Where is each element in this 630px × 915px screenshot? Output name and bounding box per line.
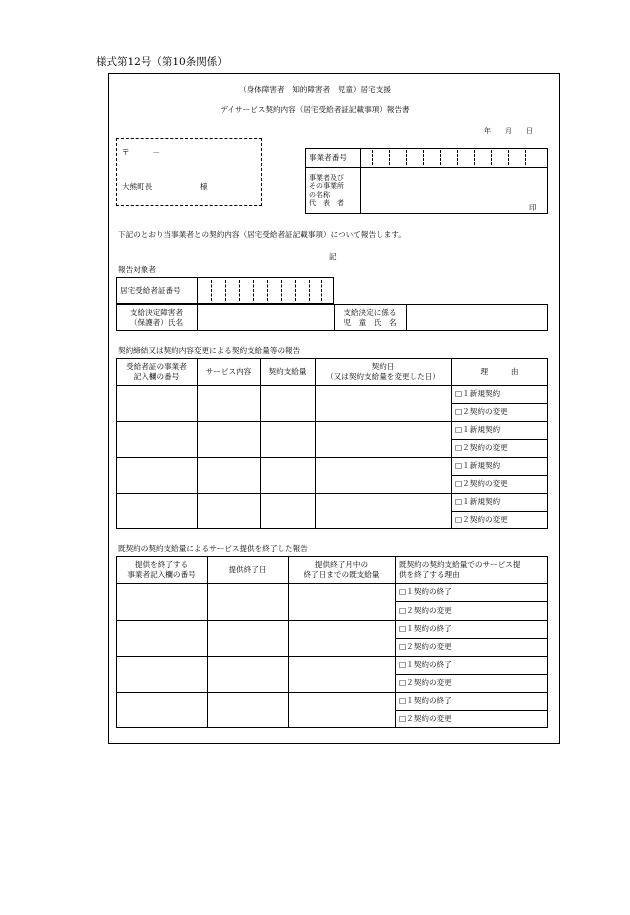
contract-col-service: サービス内容 xyxy=(205,366,252,376)
contract-col-reason: 理 由 xyxy=(480,366,519,376)
termination-reason-change[interactable]: □２契約の変更 xyxy=(399,714,452,724)
contract-col-amount: 契約支給量 xyxy=(268,366,307,376)
termination-section-heading: 既契約の契約支給量によるサービス提供を終了した報告 xyxy=(118,544,308,553)
termination-col-number: 提供を終了する 事業者記入欄の番号 xyxy=(127,560,196,579)
provider-number-digits[interactable] xyxy=(360,148,548,167)
termination-col-end-date: 提供終了日 xyxy=(228,564,267,574)
child-name-field[interactable] xyxy=(406,304,548,331)
guardian-name-label: 支給決定障害者 （保護者）氏名 xyxy=(129,308,184,327)
contract-reason-new[interactable]: □１新規契約 xyxy=(455,461,501,471)
header-line1: （身体障害者 知的障害者 児童）居宅支援 xyxy=(239,85,391,94)
contract-reason-change[interactable]: □２契約の変更 xyxy=(455,407,508,417)
contract-section-heading: 契約締結又は契約内容変更による契約支給量等の報告 xyxy=(118,346,301,355)
termination-reason-change[interactable]: □２契約の変更 xyxy=(399,642,452,652)
termination-reason-end[interactable]: □１契約の終了 xyxy=(399,587,452,597)
guardian-name-field[interactable] xyxy=(197,304,334,331)
cert-number-digits[interactable] xyxy=(197,277,334,304)
termination-reason-change[interactable]: □２契約の変更 xyxy=(399,678,452,688)
recipient-name: 大熊町長 xyxy=(122,182,153,191)
child-name-label: 支給決定に係る 児 童 氏 名 xyxy=(343,308,397,327)
cert-number-label: 居宅受給者証番号 xyxy=(120,285,181,295)
contract-reason-new[interactable]: □１新規契約 xyxy=(455,425,501,435)
termination-reason-end[interactable]: □１契約の終了 xyxy=(399,696,452,706)
intro-text: 下記のとおり当事業者との契約内容（居宅受給者証記載事項）について報告します。 xyxy=(118,230,406,239)
contract-reason-change[interactable]: □２契約の変更 xyxy=(455,443,508,453)
ki-mark: 記 xyxy=(329,252,337,261)
seal-mark: 印 xyxy=(529,203,537,212)
header-title: デイサービス契約内容（居宅受給者証記載事項）報告書 xyxy=(220,105,410,114)
termination-col-reason: 既契約の契約支給量でのサービス提 供を終了する理由 xyxy=(399,560,521,579)
report-date: 年 月 日 xyxy=(484,127,533,135)
termination-reason-end[interactable]: □１契約の終了 xyxy=(399,660,452,670)
postal-mark: 〒 － xyxy=(122,148,160,157)
termination-col-amount: 提供終了月中の 終了日までの既支給量 xyxy=(303,560,380,579)
provider-name-field[interactable] xyxy=(360,167,548,214)
contract-col-date: 契約日 （又は契約支給量を変更した日） xyxy=(326,362,440,381)
form-number: 様式第12号（第10条関係） xyxy=(96,56,228,68)
contract-reason-change[interactable]: □２契約の変更 xyxy=(455,479,508,489)
contract-reason-change[interactable]: □２契約の変更 xyxy=(455,515,508,525)
contract-col-number: 受給者証の事業者 記入欄の番号 xyxy=(126,362,187,381)
recipient-honorific: 様 xyxy=(200,182,208,191)
provider-name-label: 事業者及び その事業所 の名称 代 表 者 xyxy=(309,173,344,207)
termination-reason-end[interactable]: □１契約の終了 xyxy=(399,624,452,634)
provider-number-label: 事業者番号 xyxy=(309,152,347,162)
contract-reason-new[interactable]: □１新規契約 xyxy=(455,389,501,399)
contract-reason-new[interactable]: □１新規契約 xyxy=(455,497,501,507)
report-target-heading: 報告対象者 xyxy=(118,265,156,274)
termination-reason-change[interactable]: □２契約の変更 xyxy=(399,605,452,615)
